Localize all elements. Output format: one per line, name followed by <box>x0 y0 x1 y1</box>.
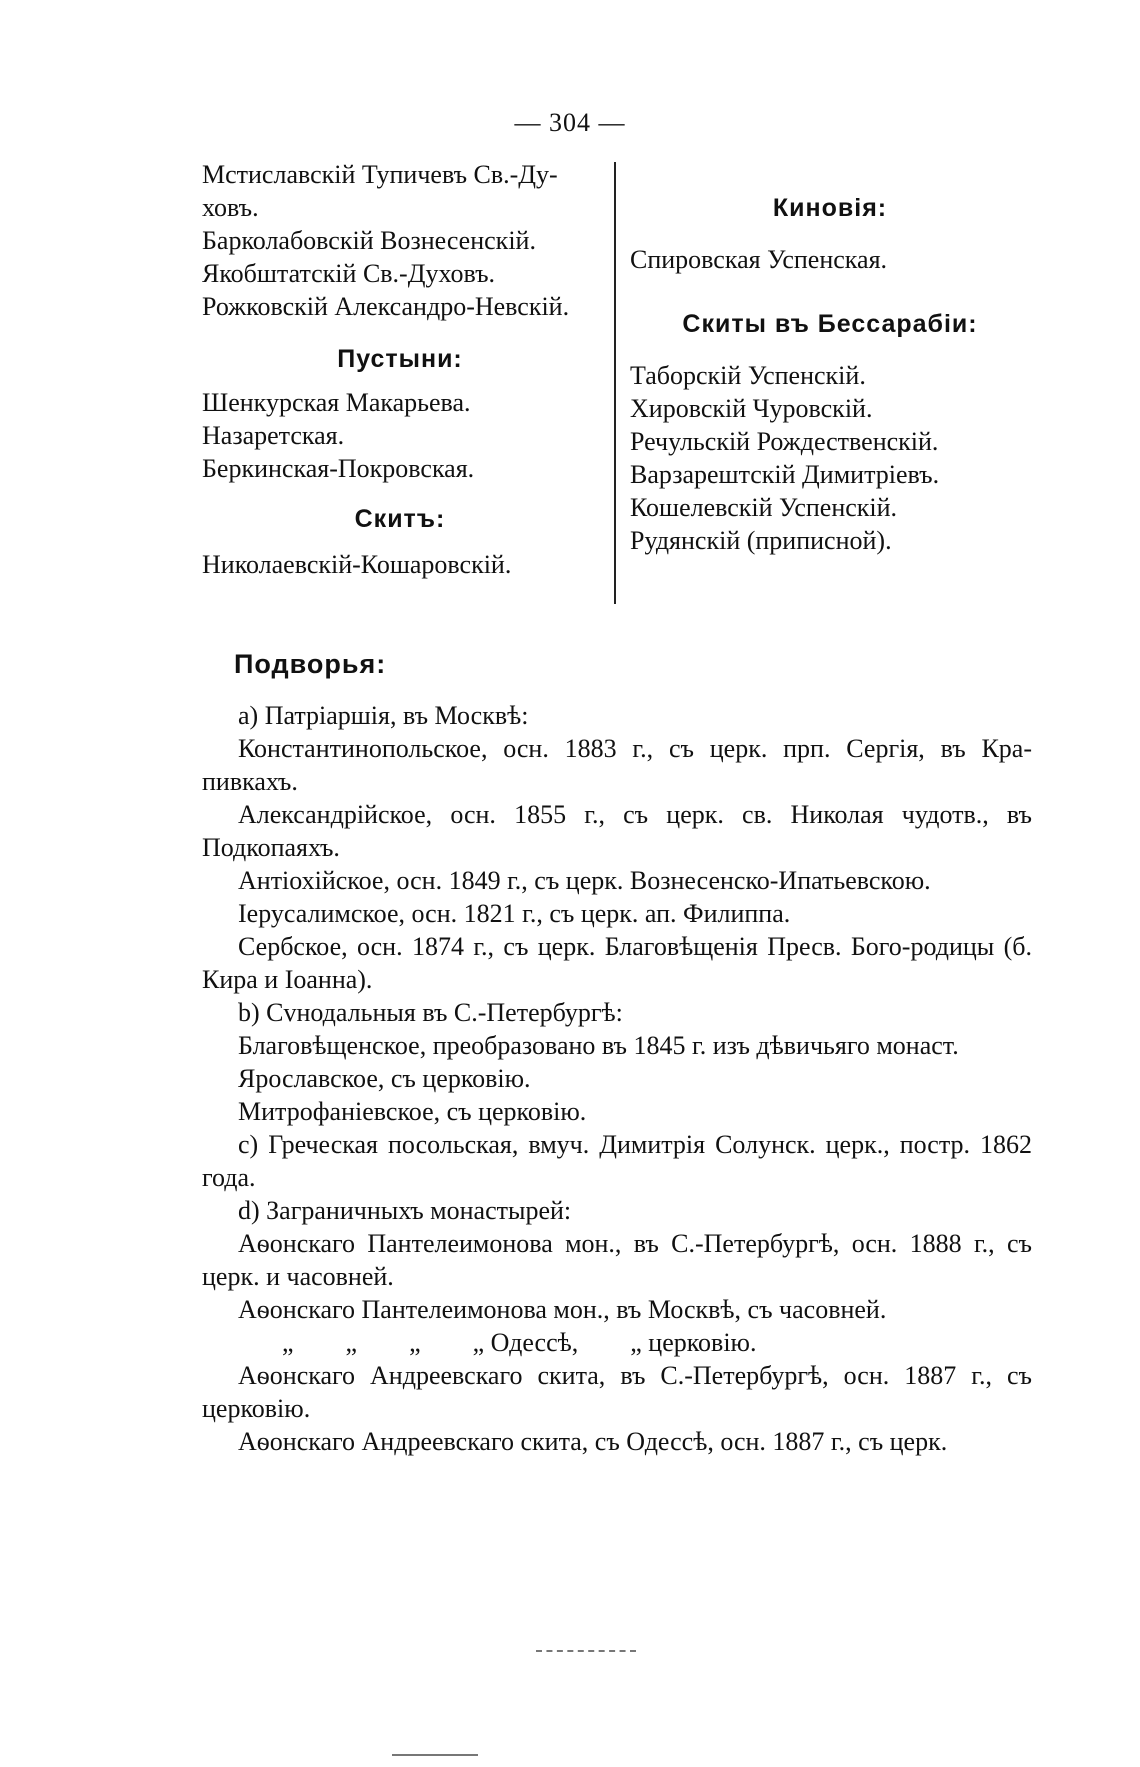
podvorye-paragraph: Благовѣщенское, преобразовано въ 1845 г. изъ дѣвичьяго монаст. <box>238 1031 959 1060</box>
skit-bessarabia-line: Таборскій Успенскій. <box>630 361 866 390</box>
podvorya-section <box>202 648 1032 1458</box>
pustyn-line: Назаретская. <box>202 421 345 450</box>
pustyni-heading: Пустыни: <box>337 345 463 373</box>
printer-mark <box>392 1754 478 1756</box>
skit-bessarabia-line: Речульскій Рождественскій. <box>630 427 939 456</box>
monastery-line: Якобштатскій Св.-Духовъ. <box>202 259 496 288</box>
skit-heading: Скитъ: <box>354 505 446 533</box>
monastery-line: Рожковскій Александро-Невскій. <box>202 292 570 321</box>
ditto-odessa: „ Одессѣ, <box>472 1328 579 1357</box>
left-column <box>202 158 598 581</box>
page-number: — 304 — <box>514 108 626 137</box>
right-column <box>630 192 1030 557</box>
podvorye-paragraph: Аѳонскаго Пантелеимонова мон., въ С.-Петербургѣ, осн. 1888 г., съ церк. и часовней. <box>202 1229 1032 1291</box>
podvorye-paragraph: a) Патріаршія, въ Москвѣ: <box>238 701 529 730</box>
podvorye-paragraph: Аѳонскаго Пантелеимонова мон., въ Москвѣ, съ часовней. <box>238 1295 887 1324</box>
podvorye-paragraph: d) Заграничныхъ монастырей: <box>238 1196 572 1225</box>
skit-bessarabia-line: Кошелевскій Успенскій. <box>630 493 898 522</box>
skit-bessarabia-line: Рудянскій (приписной). <box>630 526 892 555</box>
podvorye-paragraph: Митрофаніевское, съ церковію. <box>238 1097 587 1126</box>
ditto-mark: „ <box>282 1328 294 1357</box>
skit-line: Николаевскій-Кошаровскій. <box>202 550 512 579</box>
skit-bessarabia-line: Хировскій Чуровскій. <box>630 394 873 423</box>
podvorya-heading: Подворья: <box>234 649 387 679</box>
skit-bessarabia-line: Варзарештскій Димитріевъ. <box>630 460 940 489</box>
podvorye-paragraph: Аѳонскаго Андреевскаго скита, въ С.-Петербургѣ, осн. 1887 г., съ церковію. <box>202 1361 1032 1423</box>
podvorye-paragraph: Ярославское, съ церковію. <box>238 1064 531 1093</box>
end-rule <box>536 1650 636 1652</box>
skity-heading: Скиты въ Бессарабіи: <box>682 310 978 338</box>
monastery-line: Барколабовскій Вознесенскій. <box>202 226 536 255</box>
podvorye-paragraph: Антіохійское, осн. 1849 г., съ церк. Вознесенско-Ипатьевскою. <box>238 866 931 895</box>
podvorye-paragraph: Іерусалимское, осн. 1821 г., съ церк. ап. Филиппа. <box>238 899 791 928</box>
column-divider <box>614 162 616 604</box>
monastery-line: Мстиславскій Тупичевъ Св.-Ду- <box>202 160 558 189</box>
podvorye-paragraph: Аѳонскаго Андреевскаго скита, съ Одессѣ, осн. 1887 г., съ церк. <box>238 1427 948 1456</box>
pustyn-line: Беркинская-Покровская. <box>202 454 475 483</box>
podvorye-paragraph: b) Сvнодальныя въ С.-Петербургѣ: <box>238 998 623 1027</box>
pustyn-line: Шенкурская Макарьева. <box>202 388 471 417</box>
ditto-mark: „ <box>345 1328 358 1357</box>
podvorye-paragraph: Константинопольское, осн. 1883 г., съ церк. прп. Сергія, въ Кра-пивкахъ. <box>202 734 1032 796</box>
podvorye-paragraph: c) Греческая посольская, вмуч. Димитрія Солунск. церк., постр. 1862 года. <box>202 1130 1032 1192</box>
podvorye-paragraph: Сербское, осн. 1874 г., съ церк. Благовѣщенія Пресв. Бого-родицы (б. Кира и Іоанна). <box>202 932 1032 994</box>
ditto-mark: „ <box>409 1328 421 1357</box>
monastery-line: ховъ. <box>202 193 259 222</box>
kinovia-heading: Киновія: <box>772 194 888 222</box>
kinovia-line: Спировская Успенская. <box>630 245 888 274</box>
ditto-row <box>202 1326 1032 1359</box>
podvorye-paragraph: Александрійское, осн. 1855 г., съ церк. св. Николая чудотв., въ Подкопаяхъ. <box>202 800 1032 862</box>
ditto-church: „ церковію. <box>630 1328 757 1357</box>
